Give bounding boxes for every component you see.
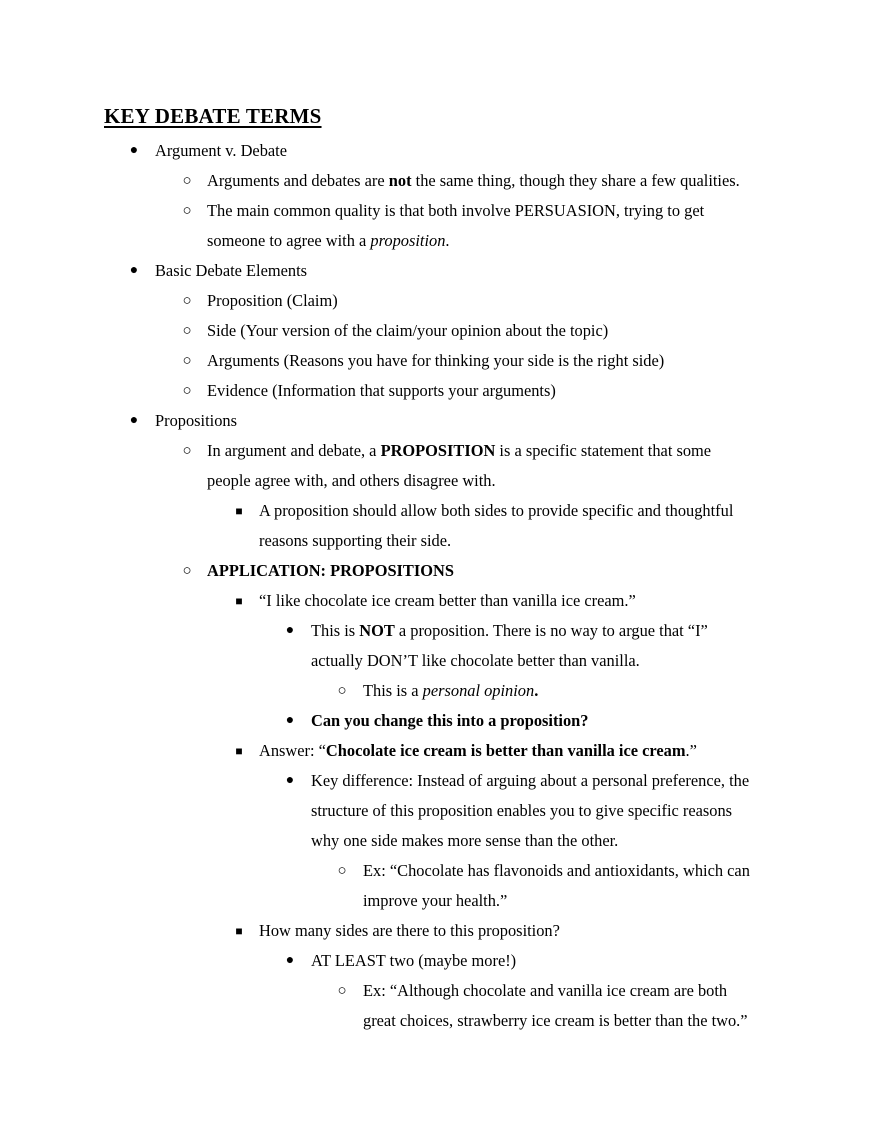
list-item: Can you change this into a proposition? — [311, 711, 589, 730]
list-item: AT LEAST two (maybe more!) — [311, 951, 517, 970]
bullet-l1: ● — [129, 413, 139, 428]
bullet-l2: ○ — [337, 983, 347, 999]
page-title: KEY DEBATE TERMS — [104, 104, 322, 128]
bullet-l2: ○ — [182, 443, 192, 459]
list-item: Arguments and debates are not the same thing, though they share a few qualities. — [207, 171, 740, 190]
list-item-continuation: people agree with, and others disagree with. — [207, 471, 496, 490]
list-item-continuation: why one side makes more sense than the other. — [311, 831, 619, 850]
list-item-continuation: great choices, strawberry ice cream is better than the two.” — [363, 1011, 748, 1030]
bullet-l2: ○ — [182, 563, 192, 579]
list-item: Evidence (Information that supports your arguments) — [207, 381, 556, 400]
list-item: Ex: “Chocolate has flavonoids and antioxidants, which can — [363, 861, 750, 880]
list-item: A proposition should allow both sides to provide specific and thoughtful — [259, 501, 734, 520]
bullet-l2: ○ — [337, 683, 347, 699]
bullet-l1: ● — [129, 263, 139, 278]
bullet-l2: ○ — [182, 353, 192, 369]
list-item: APPLICATION: PROPOSITIONS — [207, 561, 454, 580]
list-item: Basic Debate Elements — [155, 261, 308, 280]
list-item: How many sides are there to this proposition? — [259, 921, 560, 940]
list-item: Propositions — [155, 411, 237, 430]
bullet-l3: ■ — [235, 504, 243, 518]
list-item-continuation: actually DON’T like chocolate better than vanilla. — [311, 651, 640, 670]
list-item: In argument and debate, a PROPOSITION is a specific statement that some — [207, 441, 712, 460]
list-item-continuation: structure of this proposition enables you to give specific reasons — [311, 801, 733, 820]
list-item: “I like chocolate ice cream better than vanilla ice cream.” — [259, 591, 636, 610]
list-item: Answer: “Chocolate ice cream is better than vanilla ice cream.” — [259, 741, 697, 760]
bullet-l1: ● — [129, 143, 139, 158]
list-item: Side (Your version of the claim/your opinion about the topic) — [207, 321, 609, 340]
bullet-l1: ● — [285, 713, 295, 728]
list-item-continuation: reasons supporting their side. — [259, 531, 452, 550]
bullet-l1: ● — [285, 623, 295, 638]
list-item: Argument v. Debate — [155, 141, 287, 160]
list-item: This is a personal opinion. — [363, 681, 539, 700]
bullet-l1: ● — [285, 773, 295, 788]
list-item: Ex: “Although chocolate and vanilla ice cream are both — [363, 981, 728, 1000]
list-item: Proposition (Claim) — [207, 291, 338, 310]
bullet-l3: ■ — [235, 594, 243, 608]
bullet-l2: ○ — [182, 293, 192, 309]
bullet-l2: ○ — [182, 383, 192, 399]
bullet-l3: ■ — [235, 744, 243, 758]
list-item-continuation: improve your health.” — [363, 891, 508, 910]
list-item: Key difference: Instead of arguing about a personal preference, the — [311, 771, 750, 790]
bullet-l3: ■ — [235, 924, 243, 938]
list-item: The main common quality is that both involve PERSUASION, trying to get — [207, 201, 705, 220]
bullet-l2: ○ — [337, 863, 347, 879]
list-item-continuation: someone to agree with a proposition. — [207, 231, 450, 250]
bullet-l1: ● — [285, 953, 295, 968]
bullet-l2: ○ — [182, 323, 192, 339]
bullet-l2: ○ — [182, 203, 192, 219]
bullet-l2: ○ — [182, 173, 192, 189]
list-item: Arguments (Reasons you have for thinking your side is the right side) — [207, 351, 665, 370]
list-item: This is NOT a proposition. There is no way to argue that “I” — [311, 621, 708, 640]
